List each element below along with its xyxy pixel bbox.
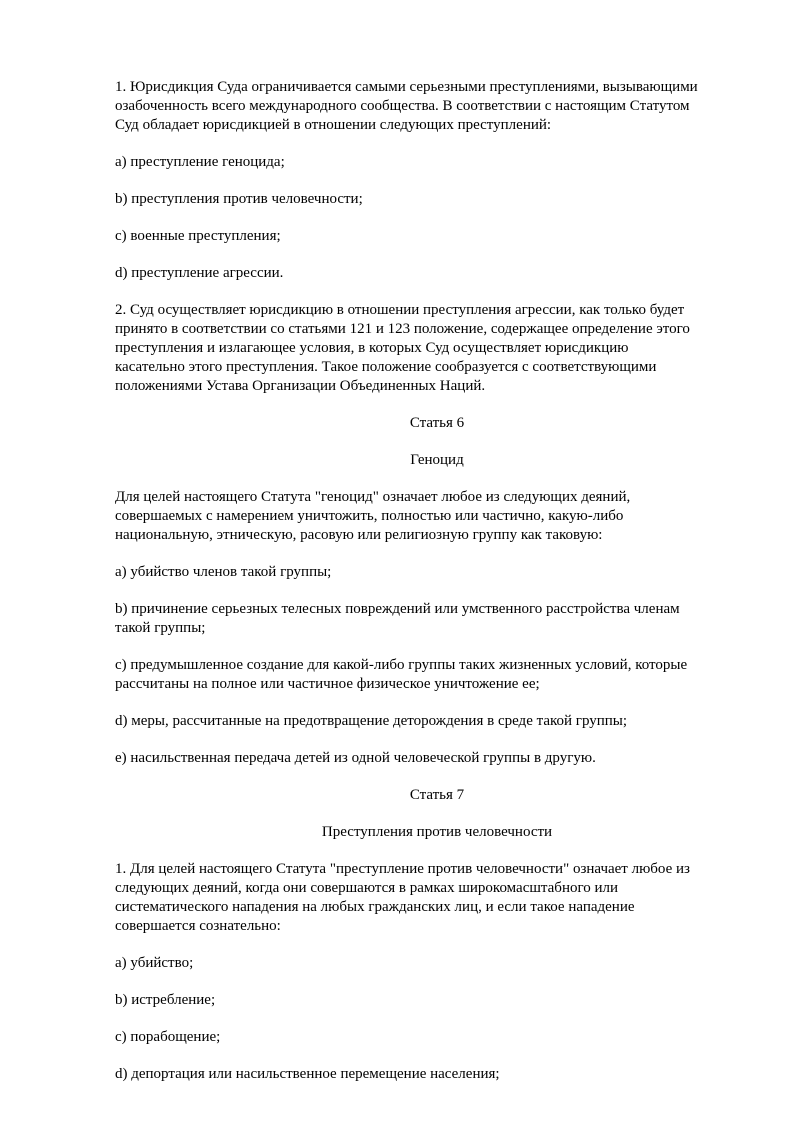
paragraph-genocide-definition: Для целей настоящего Статута "геноцид" означает любое из следующих деяний, совершаемых с намерением уничтожить, полностью или частично, какую-либо национальную, этническую, расовую или религиозную группу как таковую: (115, 489, 631, 543)
article-7-heading: Статья 7 (409, 787, 465, 803)
list-item-genocide: a) преступление геноцида; (115, 154, 285, 170)
list-item-prevent-births: d) меры, рассчитанные на предотвращение деторождения в среде такой группы; (115, 713, 628, 729)
list-item-extermination: b) истребление; (115, 992, 216, 1008)
paragraph-aggression-jurisdiction: 2. Суд осуществляет юрисдикцию в отношении преступления агрессии, как только будет принято в соответствии со статьями 121 и 123 положение, содержащее определение этого преступления и излагающее условия, в которых Суд осуществляет юрисдикцию касательно этого преступления. Такое положение сообразуется с соответствующими положениями Устава Организации Объединенных Наций. (115, 302, 690, 394)
list-item-conditions-of-life: c) предумышленное создание для какой-либо группы таких жизненных условий, которые рассчитаны на полное или частичное физическое уничтожение ее; (115, 657, 688, 692)
list-item-aggression: d) преступление агрессии. (115, 265, 284, 281)
paragraph-jurisdiction-intro: 1. Юрисдикция Суда ограничивается самыми серьезными преступлениями, вызывающими озабоченность всего международного сообщества. В соответствии с настоящим Статутом Суд обладает юрисдикцией в отношении следующих преступлений: (115, 79, 698, 133)
list-item-bodily-harm: b) причинение серьезных телесных повреждений или умственного расстройства членам такой группы; (115, 601, 680, 636)
list-item-killing: a) убийство членов такой группы; (115, 564, 332, 580)
article-6-title: Геноцид (410, 452, 464, 468)
list-item-enslavement: c) порабощение; (115, 1029, 221, 1045)
list-item-transfer-children: e) насильственная передача детей из одной человеческой группы в другую. (115, 750, 596, 766)
list-item-deportation: d) депортация или насильственное перемещение населения; (115, 1066, 500, 1082)
paragraph-humanity-definition: 1. Для целей настоящего Статута "преступление против человечности" означает любое из следующих деяний, когда они совершаются в рамках широкомасштабного или систематического нападения на любых гражданских лиц, и если такое нападение совершается сознательно: (115, 861, 690, 934)
list-item-war-crimes: c) военные преступления; (115, 228, 281, 244)
list-item-murder: a) убийство; (115, 955, 194, 971)
article-6-heading: Статья 6 (409, 415, 465, 431)
document-page (115, 78, 745, 1102)
list-item-crimes-against-humanity: b) преступления против человечности; (115, 191, 363, 207)
article-7-title: Преступления против человечности (321, 824, 553, 840)
